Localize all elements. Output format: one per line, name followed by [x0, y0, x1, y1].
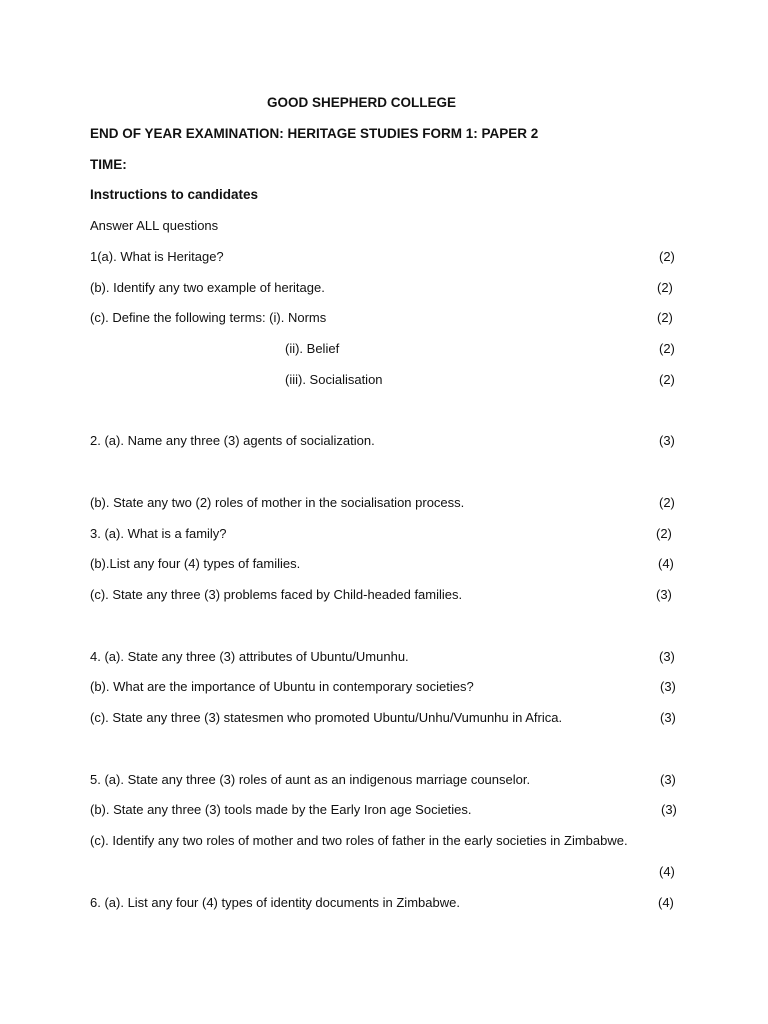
question-4b: (b). What are the importance of Ubuntu in contemporary societies?: [90, 679, 474, 694]
marks-5a: (3): [660, 772, 676, 787]
marks-1c-ii: (2): [659, 341, 675, 356]
question-5b: (b). State any three (3) tools made by the Early Iron age Societies.: [90, 802, 472, 817]
question-1b: (b). Identify any two example of heritage.: [90, 280, 325, 295]
marks-1c-iii: (2): [659, 372, 675, 387]
marks-3b: (4): [658, 556, 674, 571]
marks-1a: (2): [659, 249, 675, 264]
question-1a: 1(a). What is Heritage?: [90, 249, 224, 264]
question-4c: (c). State any three (3) statesmen who promoted Ubuntu/Unhu/Vumunhu in Africa.: [90, 710, 563, 725]
marks-5c: (4): [659, 864, 675, 879]
marks-4c: (3): [660, 710, 676, 725]
question-6a: 6. (a). List any four (4) types of identity documents in Zimbabwe.: [90, 895, 460, 910]
marks-3a: (2): [656, 526, 672, 541]
instruction-text: Answer ALL questions: [90, 218, 219, 233]
marks-3c: (3): [656, 587, 672, 602]
time-label: TIME:: [90, 157, 127, 172]
question-5c: (c). Identify any two roles of mother and two roles of father in the early societies in Zimbabwe.: [90, 833, 628, 848]
question-5a: 5. (a). State any three (3) roles of aunt as an indigenous marriage counselor.: [90, 772, 531, 787]
marks-1b: (2): [657, 280, 673, 295]
marks-2a: (3): [659, 433, 675, 448]
question-3c: (c). State any three (3) problems faced by Child-headed families.: [90, 587, 463, 602]
marks-1c: (2): [657, 310, 673, 325]
marks-6a: (4): [658, 895, 674, 910]
question-2a: 2. (a). Name any three (3) agents of socialization.: [90, 433, 375, 448]
marks-5b: (3): [661, 802, 677, 817]
question-3a: 3. (a). What is a family?: [90, 526, 227, 541]
question-1c-iii: (iii). Socialisation: [285, 372, 383, 387]
question-1c: (c). Define the following terms: (i). Norms: [90, 310, 327, 325]
question-1c-ii: (ii). Belief: [285, 341, 340, 356]
exam-title: END OF YEAR EXAMINATION: HERITAGE STUDIES FORM 1: PAPER 2: [90, 126, 539, 141]
question-3b: (b).List any four (4) types of families.: [90, 556, 301, 571]
marks-4a: (3): [659, 649, 675, 664]
instructions-heading: Instructions to candidates: [90, 187, 259, 202]
question-2b: (b). State any two (2) roles of mother in the socialisation process.: [90, 495, 465, 510]
marks-2b: (2): [659, 495, 675, 510]
marks-4b: (3): [660, 679, 676, 694]
school-title: GOOD SHEPHERD COLLEGE: [267, 95, 457, 110]
question-4a: 4. (a). State any three (3) attributes of Ubuntu/Umunhu.: [90, 649, 409, 664]
